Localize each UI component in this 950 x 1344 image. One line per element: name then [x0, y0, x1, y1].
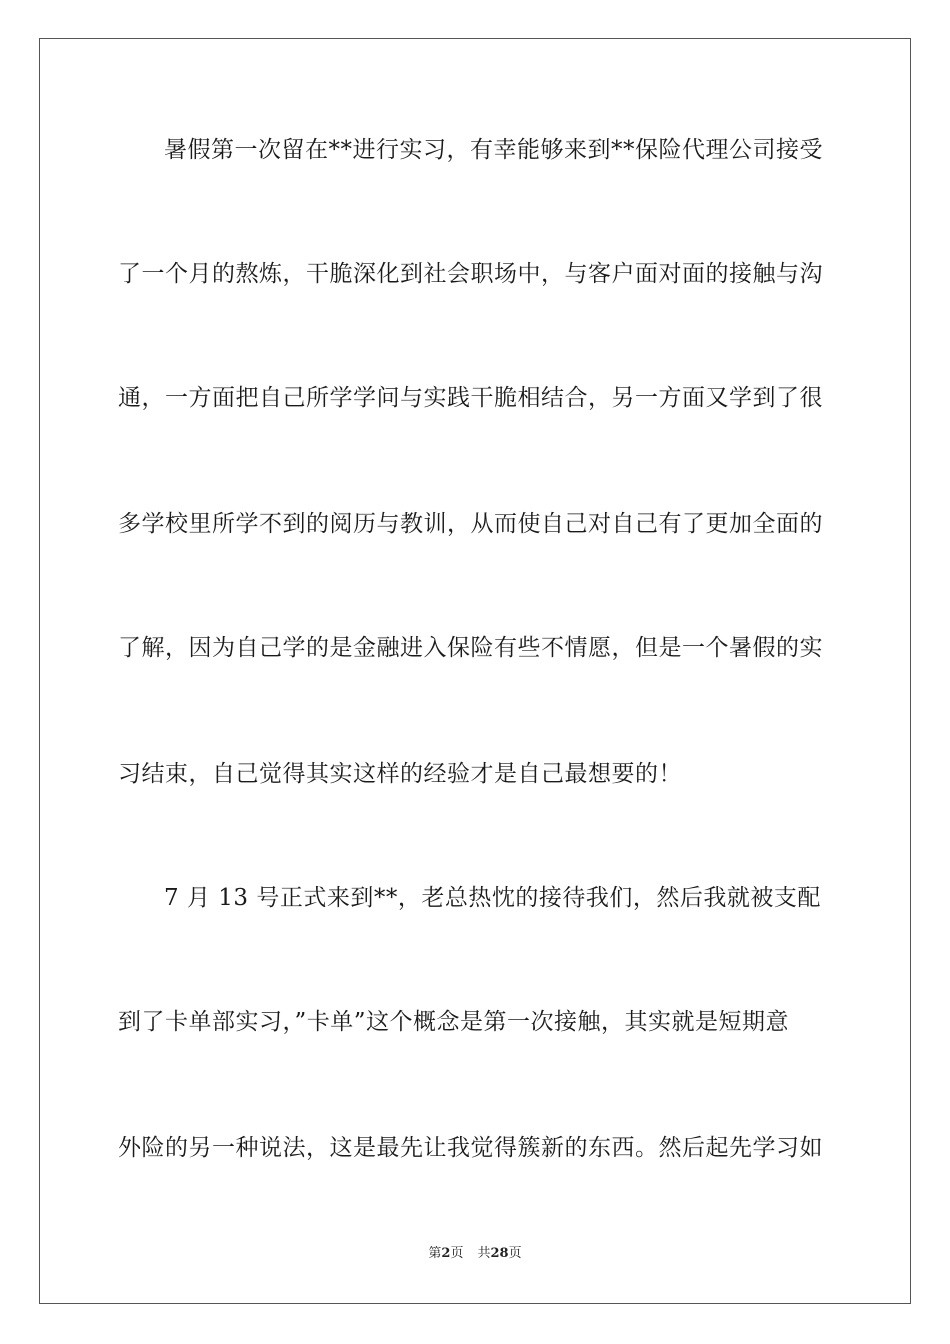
- page-footer: [0, 1244, 950, 1264]
- footer-total-prefix: 共: [477, 1246, 491, 1261]
- footer-total-unit: 页: [508, 1246, 522, 1261]
- paragraph-1-line-3: 通，一方面把自己所学学问与实践干脆相结合，另一方面又学到了很: [118, 385, 823, 411]
- paragraph-1-line-5: 了解，因为自己学的是金融进入保险有些不情愿，但是一个暑假的实: [118, 635, 823, 661]
- paragraph-1-line-4: 多学校里所学不到的阅历与教训，从而使自己对自己有了更加全面的: [118, 511, 823, 537]
- paragraph-1-line-1: 暑假第一次留在**进行实习，有幸能够来到**保险代理公司接受: [164, 137, 823, 163]
- paragraph-2-line-1: 7 月 13 号正式来到**，老总热忱的接待我们，然后我就被支配: [164, 885, 821, 911]
- page-border: [39, 38, 911, 1304]
- paragraph-2-line-2: 到了卡单部实习，”卡单”这个概念是第一次接触，其实就是短期意: [118, 1009, 790, 1035]
- footer-page-unit: 页: [450, 1246, 464, 1261]
- paragraph-1-line-2: 了一个月的熬炼，干脆深化到社会职场中，与客户面对面的接触与沟: [118, 261, 823, 287]
- paragraph-1-line-6: 习结束，自己觉得其实这样的经验才是自己最想要的！: [118, 761, 682, 787]
- footer-page-prefix: 第: [428, 1246, 442, 1261]
- footer-page-number: 2: [441, 1246, 451, 1261]
- paragraph-2-line-3: 外险的另一种说法，这是最先让我觉得簇新的东西。然后起先学习如: [118, 1135, 823, 1161]
- footer-total-pages: 28: [490, 1246, 509, 1261]
